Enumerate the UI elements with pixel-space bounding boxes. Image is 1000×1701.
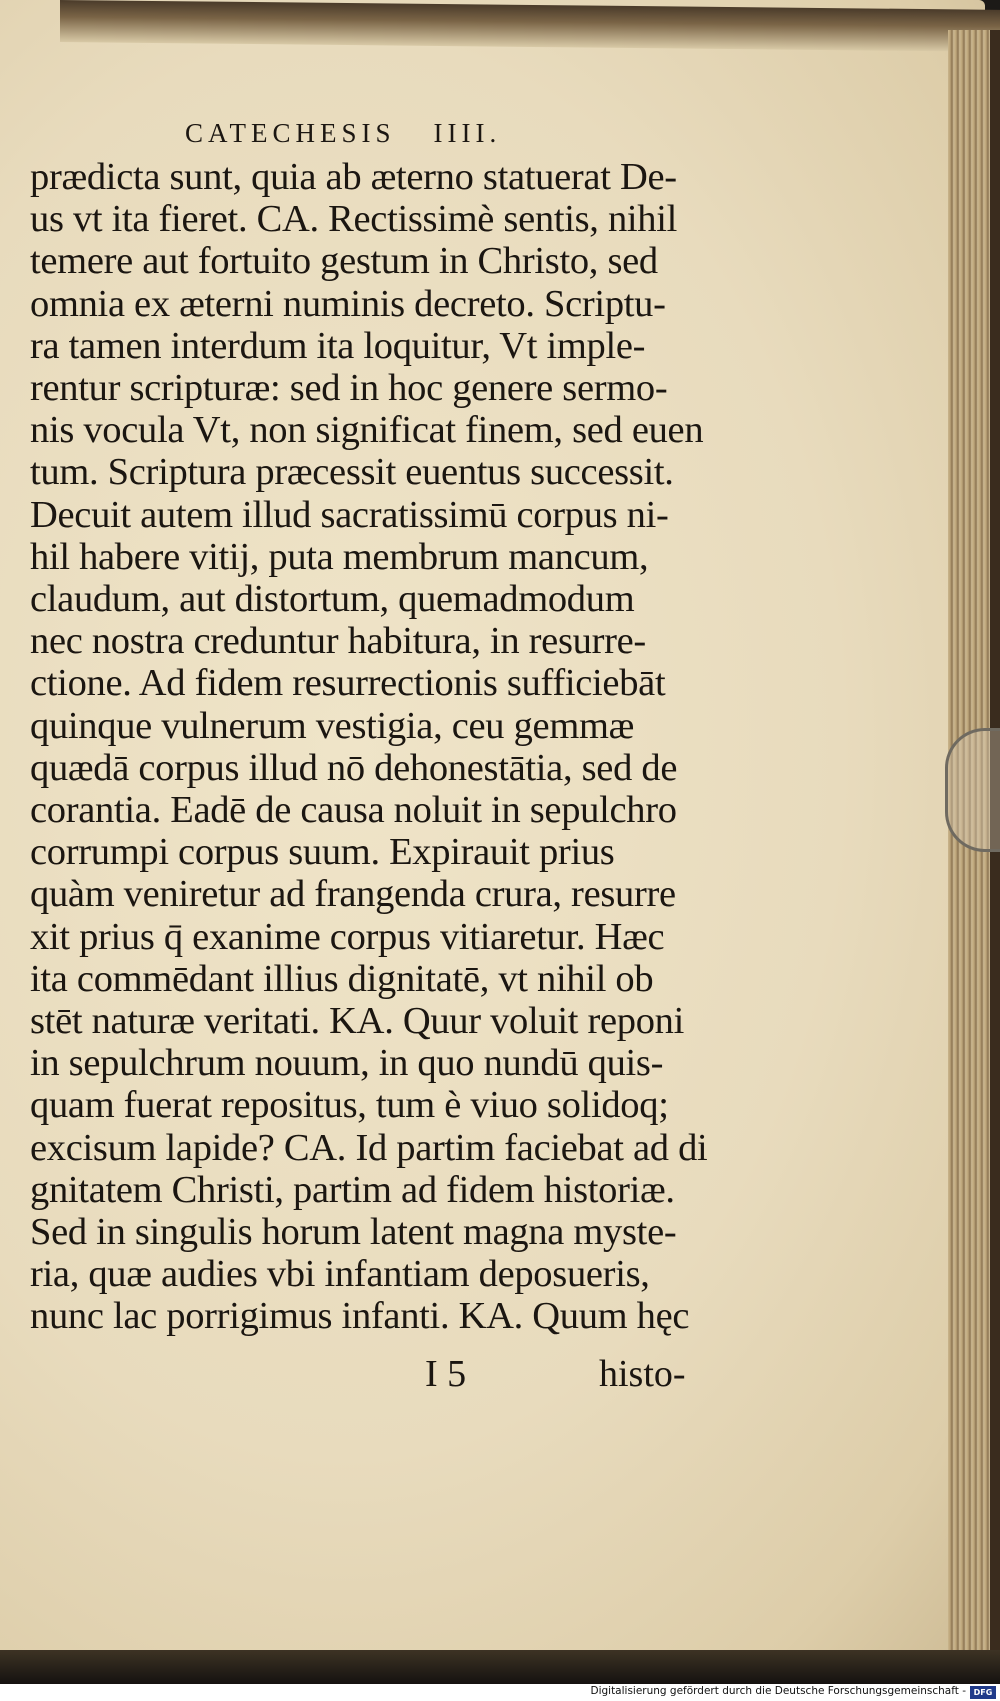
text-line: nec nostra creduntur habitura, in resurre-	[30, 620, 646, 663]
folio-number: IIII.	[433, 118, 502, 148]
bottom-shadow	[0, 1650, 1000, 1684]
text-line: Sed in singulis horum latent magna myste-	[30, 1211, 677, 1254]
text-line: rentur scripturæ: sed in hoc genere sermo-	[30, 367, 668, 410]
text-line: ctione. Ad fidem resurrectionis sufficiebāt	[30, 662, 666, 705]
text-line: xit prius q̄ exanime corpus vitiaretur. Hæc	[30, 915, 665, 958]
text-line: quædā corpus illud nō dehonestātia, sed de	[30, 746, 678, 789]
dfg-logo: DFG	[970, 1686, 996, 1699]
text-line: stēt naturæ veritati. KA. Quur voluit reponi	[30, 1000, 685, 1043]
text-line: corrumpi corpus suum. Expirauit prius	[30, 831, 615, 874]
text-line: hil habere vitij, puta membrum mancum,	[30, 535, 649, 578]
page-top-edge	[60, 0, 1000, 52]
text-line: ria, quæ audies vbi infantiam deposueris,	[30, 1253, 650, 1296]
credit-text: Digitalisierung gefördert durch die Deutsche Forschungsgemeinschaft -	[590, 1685, 966, 1697]
text-line: quàm veniretur ad frangenda crura, resurre	[30, 873, 676, 916]
text-line: ita commēdant illius dignitatē, vt nihil ob	[30, 957, 654, 1000]
text-line: claudum, aut distortum, quemadmodum	[30, 578, 635, 621]
text-line: nis vocula Vt, non significat finem, sed euen	[30, 409, 704, 452]
text-line: gnitatem Christi, partim ad fidem historiæ.	[30, 1168, 675, 1211]
text-line: excisum lapide? CA. Id partim faciebat ad di	[30, 1126, 708, 1169]
text-line: nunc lac porrigimus infanti. KA. Quum hęc	[30, 1295, 690, 1338]
text-line: prædicta sunt, quia ab æterno statuerat De-	[30, 156, 677, 198]
credit-bar	[0, 1684, 1000, 1701]
text-line: quinque vulnerum vestigia, ceu gemmæ	[30, 704, 634, 747]
catchword: histo-	[599, 1353, 686, 1395]
text-line: temere aut fortuito gestum in Christo, sed	[30, 240, 658, 283]
text-line: quam fuerat repositus, tum è viuo solidoq;	[30, 1084, 669, 1127]
text-line: omnia ex æterni numinis decreto. Scriptu-	[30, 282, 666, 325]
text-line: us vt ita fieret. CA. Rectissimè sentis, nihil	[30, 198, 678, 241]
bookmark-clip	[945, 728, 1000, 852]
signature-mark: I 5	[425, 1353, 467, 1395]
text-line: in sepulchrum nouum, in quo nundū quis-	[30, 1042, 664, 1085]
text-line: Decuit autem illud sacratissimū corpus ni-	[30, 493, 669, 536]
running-header	[185, 118, 501, 149]
running-head-title: CATECHESIS	[185, 118, 396, 148]
body-text	[30, 156, 710, 1338]
text-line: tum. Scriptura præcessit euentus successit.	[30, 451, 674, 494]
text-line: corantia. Eadē de causa noluit in sepulchro	[30, 789, 677, 832]
text-line: ra tamen interdum ita loquitur, Vt imple-	[30, 324, 646, 367]
